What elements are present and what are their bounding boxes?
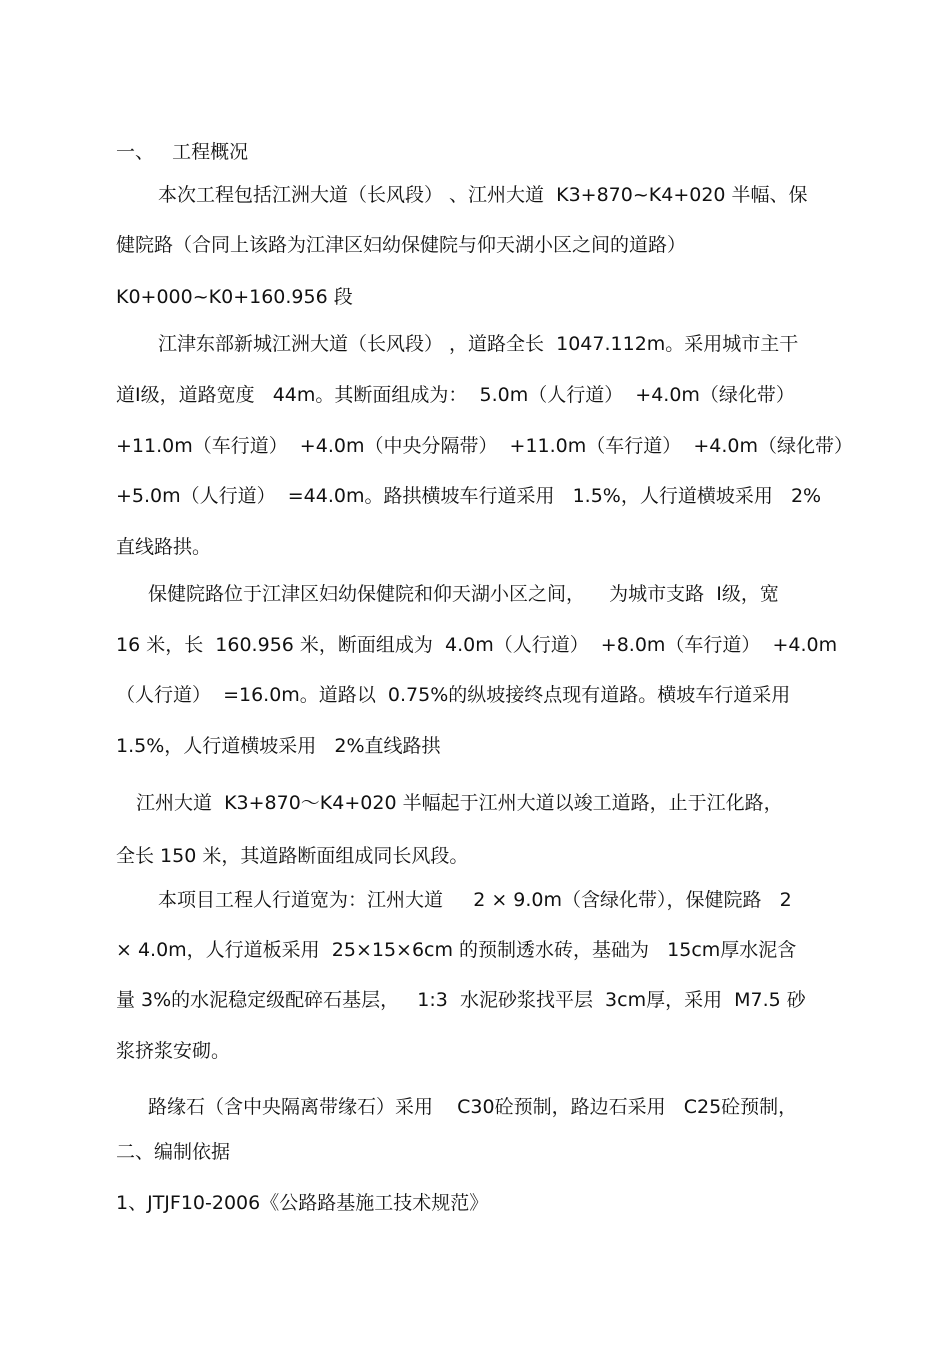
section-heading-basis: 二、编制依据	[116, 1141, 231, 1163]
paragraph-3-line-2: 16 米，长 160.956 米，断面组成为 4.0m（人行道） +8.0m（车行道） +4.0m	[116, 634, 838, 656]
reference-item-1: 1、JTJF10-2006《公路路基施工技术规范》	[116, 1192, 489, 1214]
paragraph-2-line-2: 道Ⅰ级，道路宽度 44m。其断面组成为： 5.0m（人行道） +4.0m（绿化带）	[116, 384, 795, 406]
paragraph-5-line-4: 浆挤浆安砌。	[116, 1040, 231, 1062]
paragraph-6-line-1: 路缘石（含中央隔离带缘石）采用 C30砼预制，路边石采用 C25砼预制，	[148, 1096, 798, 1118]
paragraph-2-line-3: +11.0m（车行道） +4.0m（中央分隔带） +11.0m（车行道） +4.0m（绿化带）	[116, 435, 853, 457]
paragraph-2-line-4: +5.0m（人行道） =44.0m。路拱横坡车行道采用 1.5%，人行道横坡采用 2%	[116, 485, 822, 507]
paragraph-3-line-4: 1.5%，人行道横坡采用 2%直线路拱	[116, 735, 441, 757]
paragraph-3-line-3: （人行道） =16.0m。道路以 0.75%的纵坡接终点现有道路。横坡车行道采用	[116, 684, 791, 706]
paragraph-3-line-1: 保健院路位于江津区妇幼保健院和仰天湖小区之间， 为城市支路 Ⅰ级，宽	[148, 583, 779, 605]
paragraph-5-line-2: × 4.0m，人行道板采用 25×15×6cm 的预制透水砖，基础为 15cm厚水泥含	[116, 939, 797, 961]
paragraph-5-line-3: 量 3%的水泥稳定级配碎石基层， 1:3 水泥砂浆找平层 3cm厚，采用 M7.5 砂	[116, 989, 806, 1011]
paragraph-4-line-1: 江州大道 K3+870～K4+020 半幅起于江州大道以竣工道路，止于江化路，	[136, 792, 783, 814]
paragraph-4-line-2: 全长 150 米，其道路断面组成同长风段。	[116, 845, 469, 867]
paragraph-2-line-5: 直线路拱。	[116, 536, 212, 558]
paragraph-1-line-1: 本次工程包括江洲大道（长风段） 、江州大道 K3+870~K4+020 半幅、保	[158, 184, 808, 206]
paragraph-5-line-1: 本项目工程人行道宽为：江州大道 2 × 9.0m（含绿化带），保健院路 2	[158, 889, 792, 911]
paragraph-1-line-2: 健院路（合同上该路为江津区妇幼保健院与仰天湖小区之间的道路）	[116, 234, 687, 256]
section-heading-overview: 一、 工程概况	[116, 141, 249, 163]
paragraph-1-line-3: K0+000~K0+160.956 段	[116, 286, 353, 308]
paragraph-2-line-1: 江津东部新城江洲大道（长风段） ，道路全长 1047.112m。采用城市主干	[158, 333, 799, 355]
